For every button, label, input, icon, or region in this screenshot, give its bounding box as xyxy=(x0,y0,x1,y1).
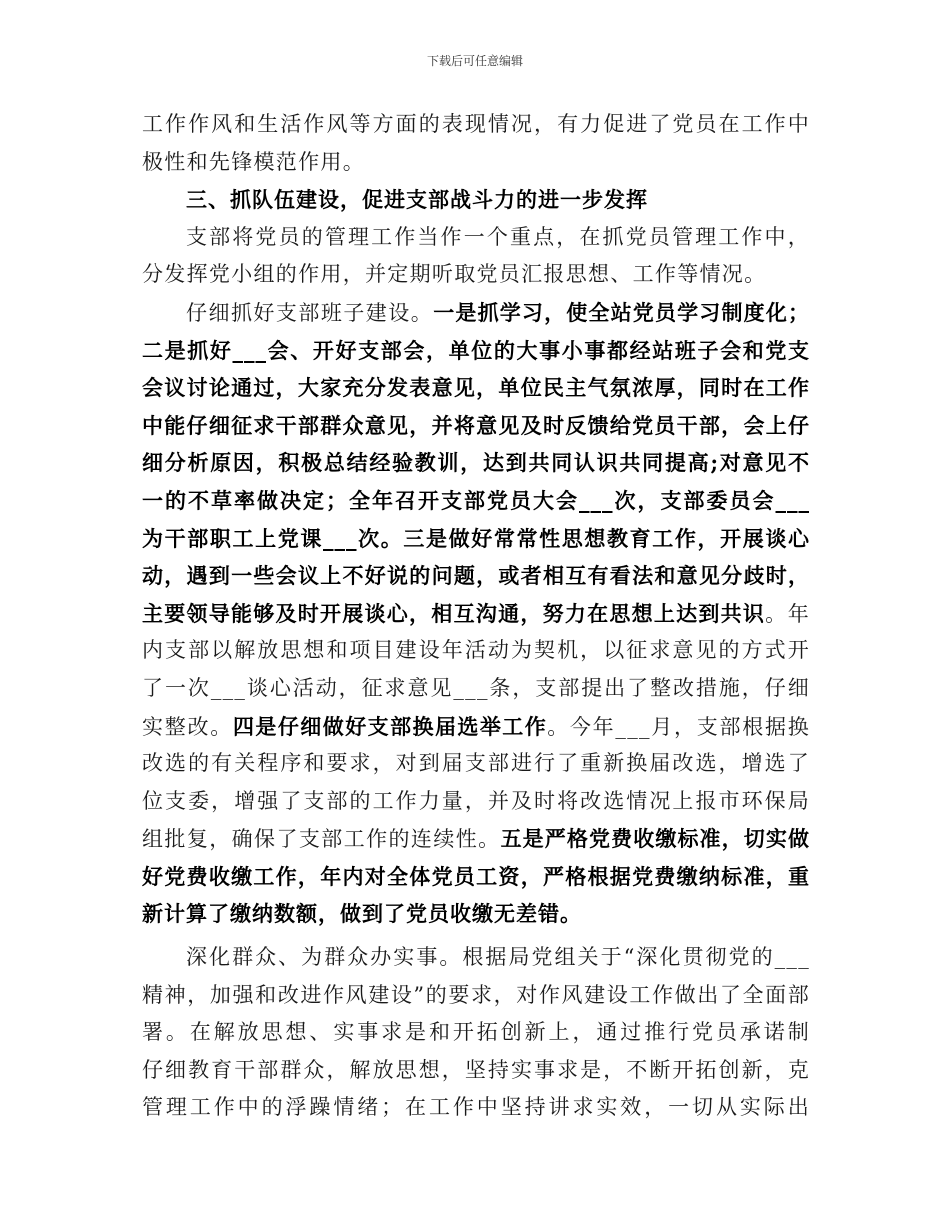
text-line xyxy=(142,482,810,520)
text-line xyxy=(142,895,810,933)
text-run: 。年 xyxy=(765,601,810,626)
text-line xyxy=(142,745,810,783)
text-line xyxy=(142,858,810,896)
text-line xyxy=(142,977,810,1015)
text-line xyxy=(142,632,810,670)
text-line xyxy=(142,144,810,182)
bold-text-run: 四是仔细做好支部换届选举工作 xyxy=(232,713,548,739)
text-line xyxy=(142,106,810,144)
text-run: 了一次___谈心活动，征求意见___条，支部提出了整改措施，仔细 xyxy=(142,675,810,700)
text-run: 。今年___月，支部根据换 xyxy=(547,714,810,739)
bold-text-run: 好党费收缴工作，年内对全体党员工资，严格根据党费缴纳标准，重 xyxy=(142,863,810,889)
text-run: 改选的有关程序和要求，对到届支部进行了重新换届改选，增选了 xyxy=(142,751,810,776)
text-run: 位支委，增强了支部的工作力量，并及时将改选情况上报市环保局 xyxy=(142,788,810,813)
bold-text-run: 三、抓队伍建设，促进支部战斗力的进一步发挥 xyxy=(186,187,648,213)
bold-text-run: 中能仔细征求干部群众意见，并将意见及时反馈给党员干部，会上仔 xyxy=(142,412,810,438)
text-line xyxy=(142,444,810,482)
text-run: 署。在解放思想、实事求是和开拓创新上，通过推行党员承诺制 xyxy=(142,1020,810,1045)
text-run: 工作作风和生活作风等方面的表现情况，有力促进了党员在工作中 xyxy=(142,112,810,136)
text-line xyxy=(142,369,810,407)
text-line xyxy=(142,219,810,257)
text-line xyxy=(142,595,810,633)
text-line xyxy=(142,294,810,332)
text-line xyxy=(142,783,810,821)
text-run: 仔细抓好支部班子建设。 xyxy=(186,300,434,325)
text-line xyxy=(142,1089,810,1127)
text-run: 深化群众、为群众办实事。根据局党组关于“深化贯彻党的___ xyxy=(186,945,810,970)
page-header: 下载后可任意编辑 xyxy=(426,54,523,68)
text-line xyxy=(142,557,810,595)
text-line xyxy=(142,1052,810,1090)
bold-text-run: 五是严格党费收缴标准，切实做 xyxy=(500,826,810,852)
text-line xyxy=(142,256,810,294)
text-run: 管理工作中的浮躁情绪；在工作中坚持讲求实效，一切从实际出 xyxy=(142,1095,810,1120)
text-line xyxy=(142,670,810,708)
text-line xyxy=(142,1014,810,1052)
text-line xyxy=(142,939,810,977)
bold-text-run: 细分析原因，积极总结经验教训，达到共同认识共同提高;对意见不 xyxy=(142,450,810,476)
text-line xyxy=(142,820,810,858)
text-line xyxy=(142,520,810,558)
text-run: 精神，加强和改进作风建设”的要求，对作风建设工作做出了全面部 xyxy=(142,982,810,1007)
text-line xyxy=(142,181,810,219)
document-body xyxy=(142,106,810,1127)
text-run: 极性和先锋模范作用。 xyxy=(142,149,365,174)
bold-text-run: 为干部职工上党课___次。三是做好常常性思想教育工作，开展谈心 xyxy=(142,525,810,551)
bold-text-run: 会议讨论通过，大家充分发表意见，单位民主气氛浓厚，同时在工作 xyxy=(142,375,810,401)
text-run: 组批复，确保了支部工作的连续性。 xyxy=(142,827,501,852)
bold-text-run: 新计算了缴纳数额，做到了党员收缴无差错。 xyxy=(142,901,582,927)
bold-text-run: 动，遇到一些会议上不好说的问题，或者相互有看法和意见分歧时， xyxy=(142,563,810,589)
text-line xyxy=(142,332,810,370)
text-run: 实整改。 xyxy=(142,714,233,739)
bold-text-run: 主要领导能够及时开展谈心，相互沟通，努力在思想上达到共识 xyxy=(142,600,766,626)
text-line xyxy=(142,407,810,445)
text-run: 分发挥党小组的作用，并定期听取党员汇报思想、工作等情况。 xyxy=(142,262,767,287)
text-run: 内支部以解放思想和项目建设年活动为契机，以征求意见的方式开 xyxy=(142,638,810,663)
bold-text-run: 一的不草率做决定；全年召开支部党员大会___次，支部委员会___ xyxy=(142,487,810,513)
bold-text-run: 一是抓学习，使全站党员学习制度化； xyxy=(433,299,810,325)
text-run: 支部将党员的管理工作当作一个重点，在抓党员管理工作中， xyxy=(186,224,810,249)
text-run: 仔细教育干部群众，解放思想，坚持实事求是，不断开拓创新，克 xyxy=(142,1057,810,1082)
bold-text-run: 二是抓好___会、开好支部会，单位的大事小事都经站班子会和党支 xyxy=(142,337,810,363)
text-line xyxy=(142,708,810,746)
